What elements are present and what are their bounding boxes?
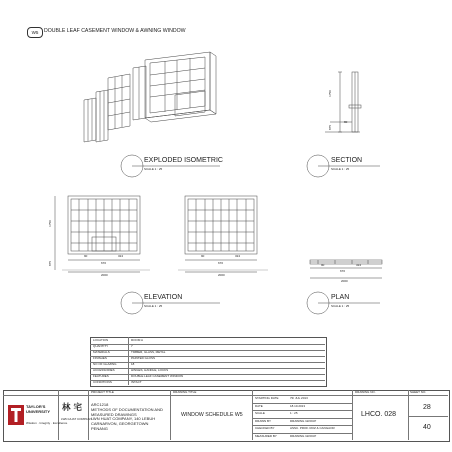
schedule-label: MATERIALS xyxy=(93,350,110,355)
schedule-value: TIMBER, GLASS, METAL xyxy=(131,350,166,355)
project-line: METHODS OF DOCUMENTATION AND xyxy=(91,406,163,412)
drawing-title-label: DRAWING TITLE xyxy=(173,390,197,394)
schedule-value: 7 xyxy=(131,344,133,349)
meta-value: 18.10.2013 xyxy=(290,403,306,408)
elevation-scale: SCALE 1 : 25 xyxy=(144,304,163,308)
schedule-label: QUANTITY xyxy=(93,344,109,349)
plan-scale: SCALE 1 : 25 xyxy=(331,304,350,308)
university-name: TAYLOR'S UNIVERSITY xyxy=(26,404,51,414)
meta-label: CHECKED BY xyxy=(255,426,275,430)
elev-dim-b: 670 xyxy=(101,261,107,265)
project-line: MEASURED DRAWINGS xyxy=(91,411,137,417)
drawing-tag: W5 xyxy=(27,27,43,38)
section-scale: SCALE 1 : 25 xyxy=(331,167,350,171)
elev2-dim-a: 90 xyxy=(201,254,205,258)
schedule-label: NO OF GLAZING xyxy=(93,362,117,367)
schedule-value: HINGES, HANDLE, LOCKS xyxy=(131,368,169,373)
schedule-value: PAINTED GLOSS xyxy=(131,356,155,361)
schedule-divider xyxy=(90,344,325,345)
meta-label: STARTING DATE xyxy=(255,396,279,400)
schedule-label: FINISHES xyxy=(93,356,107,361)
sheet-total: 40 xyxy=(423,424,431,431)
elev-dim-c: 324 xyxy=(118,254,124,258)
drawing-title: DOUBLE LEAF CASEMENT WINDOW & AWNING WINDOW xyxy=(44,28,186,34)
schedule-divider xyxy=(90,356,325,357)
university-motto: Wisdom · Integrity · Excellence xyxy=(26,421,68,425)
schedule-divider xyxy=(90,350,325,351)
elev-dim-sill: 875 xyxy=(48,260,53,267)
plan-dim-a: 90 xyxy=(321,263,325,267)
elev2-dim-width: 2000 xyxy=(218,273,225,277)
elev-dim-width: 2000 xyxy=(101,273,108,277)
meta-value: DRAWING GROUP xyxy=(290,433,317,438)
schedule-label: FEATURES xyxy=(93,374,109,379)
schedule-divider xyxy=(90,380,325,381)
section-dim-depth: 80 xyxy=(344,120,348,124)
section-label: SECTION xyxy=(331,157,363,164)
project-line: LWN HUAT COMPANY, 140 LEBUH xyxy=(91,416,156,422)
plan-dim-width: 2000 xyxy=(341,279,348,283)
section-dim-height: 1750 xyxy=(327,90,332,97)
elev-dim-height: 1750 xyxy=(47,220,52,227)
university-logo-icon xyxy=(7,403,25,427)
iso-frame xyxy=(145,52,216,122)
meta-label: DATE xyxy=(255,403,263,408)
project-line: CARNARVON, GEORGETOWN xyxy=(91,421,149,427)
schedule-divider xyxy=(90,362,325,363)
sheet-number: 28 xyxy=(423,404,431,411)
section-drawing xyxy=(325,72,361,132)
schedule-label: ACCESSORIES xyxy=(93,368,115,373)
section-dim-sill: 875 xyxy=(328,124,333,131)
schedule-value: DOUBLE LEAF CASEMENT WINDOW xyxy=(131,374,184,379)
schedule-value: INTACT xyxy=(131,380,142,385)
plan-label: PLAN xyxy=(331,294,350,301)
elevation-label: ELEVATION xyxy=(144,294,183,301)
schedule-value: ROOM A xyxy=(131,338,144,343)
schedule-value: 18 xyxy=(131,362,135,367)
elev2-dim-c: 324 xyxy=(235,254,241,258)
plan-dim-b: 670 xyxy=(340,269,346,273)
company-logo-label: LWN HUAT COMPANY xyxy=(61,417,92,421)
schedule-label: CONDITIONS xyxy=(93,380,112,385)
meta-value: 7th JUL 2013 xyxy=(290,396,308,400)
project-title-label: PROJECT TITLE xyxy=(91,390,114,394)
elevation-2 xyxy=(178,196,268,272)
meta-value: 1 : 25 xyxy=(290,411,298,415)
schedule-divider xyxy=(90,368,325,369)
meta-divider xyxy=(252,410,352,411)
exploded-scale: SCALE 1 : 25 xyxy=(144,167,163,171)
meta-value: ASSC. PROF. ROZ & CANGAOR xyxy=(290,426,335,430)
meta-label: MEASURED BY xyxy=(255,433,277,438)
drawing-no: LHCO. 028 xyxy=(361,411,397,418)
plan-dim-c: 324 xyxy=(356,263,362,267)
project-line: ARC1218 xyxy=(91,402,109,407)
meta-label: DRAWN BY xyxy=(255,418,272,423)
schedule-divider xyxy=(90,374,325,375)
iso-leaves xyxy=(84,66,146,142)
elev-dim-a: 90 xyxy=(84,254,88,258)
chinese-name: 林 宅 xyxy=(62,403,82,413)
sheet-label: SHEET NO. xyxy=(410,390,427,394)
meta-label: SCALE xyxy=(255,411,265,415)
project-line: PENANG xyxy=(91,426,108,431)
schedule-label: LOCATION xyxy=(93,338,109,343)
drawing-no-label: DRAWING NO. xyxy=(355,390,376,394)
exploded-label: EXPLODED ISOMETRIC xyxy=(144,157,223,164)
drawing-title-value: WINDOW SCHEDULE W5 xyxy=(181,412,243,418)
elev2-dim-b: 670 xyxy=(218,261,224,265)
meta-value: DRAWING GROUP xyxy=(290,418,317,423)
